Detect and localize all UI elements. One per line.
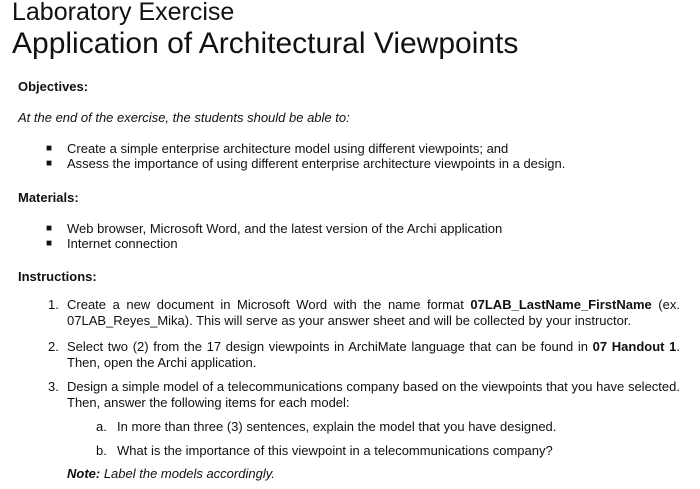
objectives-heading: Objectives: (18, 79, 89, 94)
item-number: 3. (48, 379, 59, 394)
list-item: Assess the importance of using different enterprise architecture viewpoints in a design. (67, 156, 566, 171)
item-text: (ex. 07LAB_Reyes_Mika). This will serve as your answer sheet and will be collected by your instructor. (67, 297, 680, 328)
item-text: Design a simple model of a telecommunications company based on the viewpoints that you have selected. Then, answer the following items for each model: (67, 379, 680, 410)
bullet-icon: ■ (46, 158, 53, 169)
subitem-text: What is the importance of this viewpoint in a telecommunications company? (117, 443, 553, 458)
list-item: Internet connection (67, 236, 178, 251)
bullet-icon: ■ (46, 238, 53, 249)
item-bold-text: 07LAB_LastName_FirstName (470, 297, 652, 312)
note (67, 466, 275, 481)
item-text: Select two (2) from the 17 design viewpoints in ArchiMate language that can be found in (67, 339, 593, 354)
item-text: Create a new document in Microsoft Word with the name format (67, 297, 471, 312)
materials-heading: Materials: (18, 190, 79, 205)
instruction-item (67, 379, 680, 411)
bullet-icon: ■ (46, 223, 53, 234)
note-label: Note: (67, 466, 101, 481)
item-number: 2. (48, 339, 59, 354)
note-text: Label the models accordingly. (100, 466, 275, 481)
instruction-item (67, 339, 680, 371)
list-item: Web browser, Microsoft Word, and the latest version of the Archi application (67, 221, 503, 236)
list-item: Create a simple enterprise architecture model using different viewpoints; and (67, 141, 509, 156)
instructions-heading: Instructions: (18, 269, 97, 284)
bullet-icon: ■ (46, 143, 53, 154)
document-subtitle: Laboratory Exercise (12, 0, 235, 26)
subitem-letter: a. (96, 419, 107, 434)
item-bold-text: 07 Handout 1 (592, 339, 677, 354)
item-text: . Then, open the Archi application. (67, 339, 681, 370)
subitem-text: In more than three (3) sentences, explain the model that you have designed. (117, 419, 557, 434)
subitem-letter: b. (96, 443, 107, 458)
item-number: 1. (48, 297, 59, 312)
objectives-intro: At the end of the exercise, the students should be able to: (18, 110, 350, 125)
instruction-item (67, 297, 680, 329)
document-title: Application of Architectural Viewpoints (12, 27, 519, 60)
